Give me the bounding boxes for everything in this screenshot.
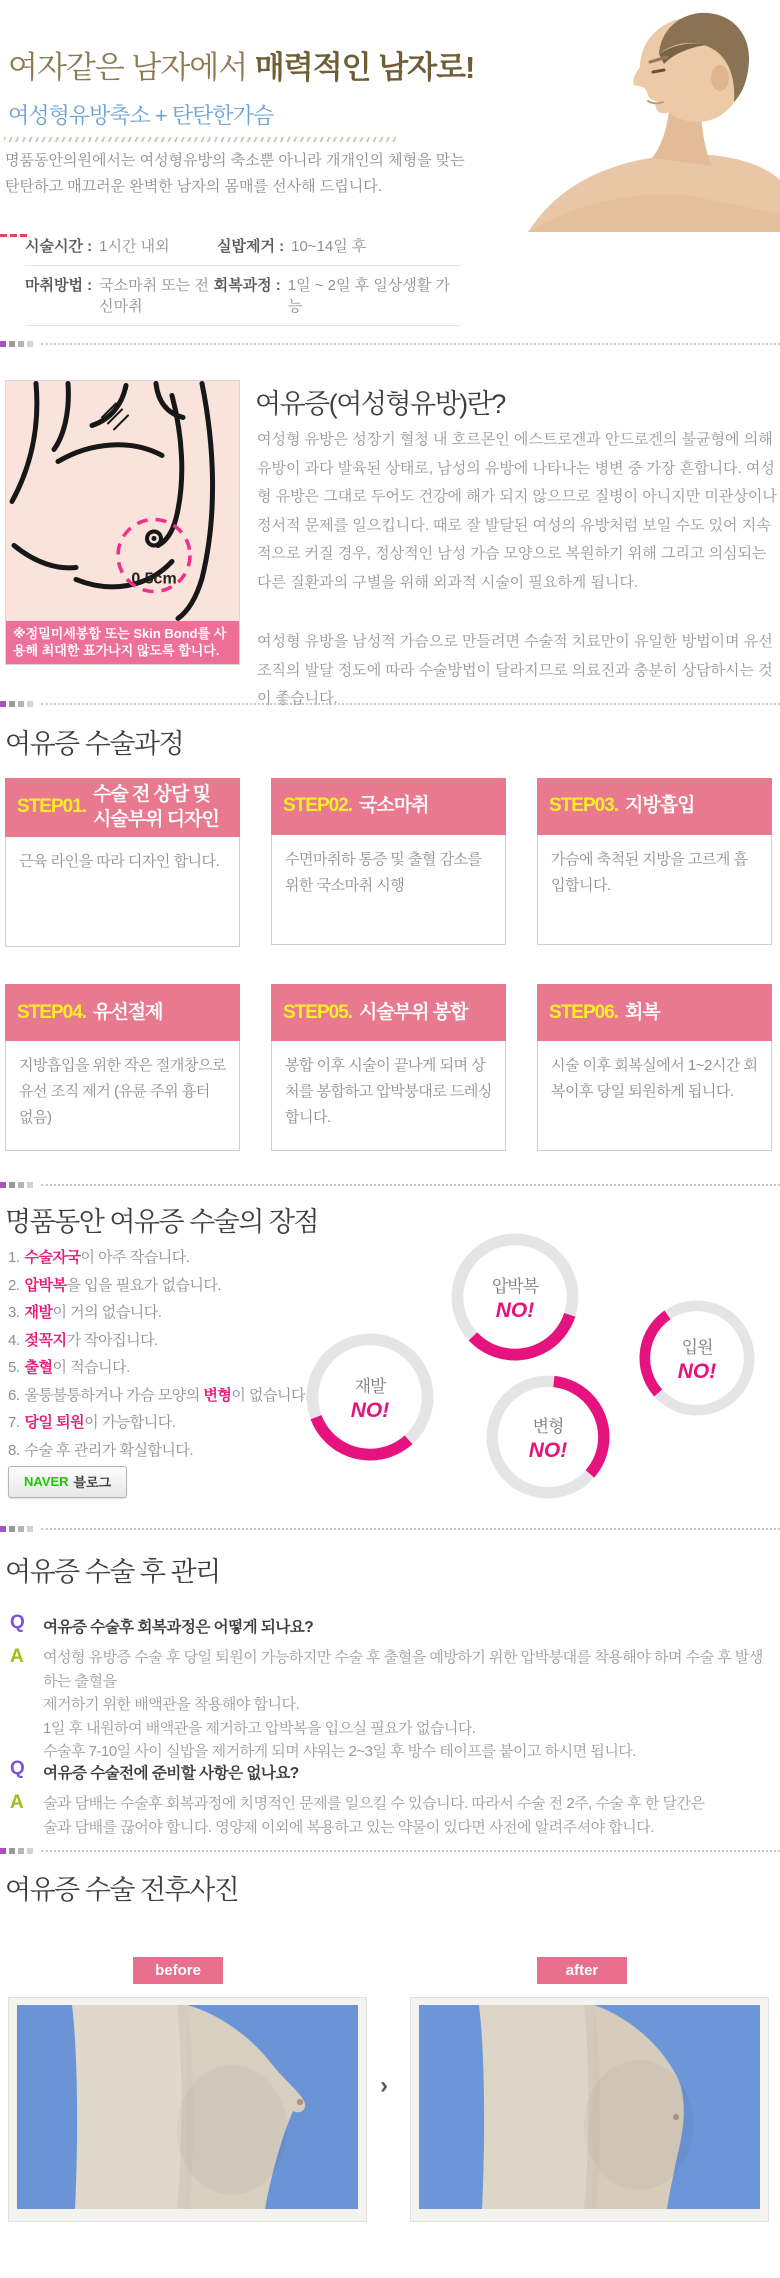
a-icon: A — [10, 1646, 24, 1667]
answer-line: 술과 담배를 끊어야 합니다. 영양제 이외에 복용하고 있는 약물이 있다면 사전에 알려주셔야 합니다. — [43, 1818, 654, 1836]
step-description: 지방흡입을 위한 작은 절개창으로 유선 조직 제거 (유륜 주위 흉터 없음) — [5, 1041, 240, 1151]
illustration-caption: ※정밀미세봉합 또는 Skin Bond를 사용해 최대한 표가나지 않도록 합니다. — [6, 621, 239, 664]
step-description: 봉합 이후 시술이 끝나게 되며 상처를 봉합하고 압박붕대로 드레싱합니다. — [271, 1041, 506, 1151]
info-label: 마취방법 : — [25, 277, 93, 294]
answer-text — [43, 1646, 775, 1764]
step-card — [537, 778, 772, 947]
question-text: 여유증 수술후 회복과정은 어떻게 되나요? — [43, 1619, 314, 1636]
page-subtitle: 여성형유방축소 + 탄탄한가슴 — [8, 103, 274, 128]
info-value: 1일 ~ 2일 후 일상생활 가능 — [287, 277, 450, 315]
item-text: 가 작아집니다. — [66, 1331, 158, 1349]
male-model-photo — [522, 4, 780, 232]
badge-no-text: NO! — [350, 1398, 390, 1422]
step-number: STEP03. — [549, 795, 619, 817]
after-photo — [410, 1997, 769, 2222]
section-divider — [0, 340, 780, 348]
photos-heading: 여유증 수술 전후사진 — [5, 1875, 239, 1905]
surgery-info-table — [25, 227, 460, 326]
item-text: 이 없습니다. — [231, 1386, 309, 1404]
list-item — [8, 1248, 309, 1268]
list-item — [8, 1331, 309, 1351]
hatch-divider — [4, 137, 396, 142]
step-description: 수면마취하 통증 및 출혈 감소를 위한 국소마취 시행 — [271, 835, 506, 945]
step-title: 지방흡입 — [625, 795, 695, 817]
step-card — [537, 984, 772, 1151]
intro-text — [5, 148, 465, 200]
answer-line: 1일 후 내원하여 배액관을 제거하고 압박복을 입으실 필요가 없습니다. — [43, 1719, 476, 1737]
step-description: 근육 라인을 따라 디자인 합니다. — [5, 837, 240, 947]
item-highlight: 수술자국 — [24, 1249, 81, 1266]
naver-blog-button[interactable] — [8, 1466, 127, 1498]
step-title: 시술부위 봉합 — [359, 1001, 468, 1023]
step-header — [5, 984, 240, 1041]
info-value: 10~14일 후 — [291, 238, 367, 255]
item-number: 8. — [8, 1441, 20, 1459]
info-label: 시술시간 : — [25, 238, 93, 255]
aftercare-heading: 여유증 수술 후 관리 — [5, 1557, 220, 1587]
info-cell-duration — [25, 235, 217, 256]
section-divider — [0, 1847, 780, 1855]
step-card — [5, 778, 240, 947]
table-row — [25, 227, 460, 266]
incision-size-label: 0.5cm — [131, 570, 177, 588]
item-text: 이 가능합니다. — [84, 1414, 176, 1431]
step-title: 수술 전 상담 및 시술부위 디자인 — [93, 784, 219, 830]
item-number: 3. — [8, 1304, 20, 1321]
badge-hospitalization — [639, 1300, 755, 1416]
item-number: 7. — [8, 1414, 20, 1431]
before-photo — [8, 1997, 367, 2222]
about-paragraph-1: 여성형 유방은 성장기 혈청 내 호르몬인 에스트로겐과 안드로겐의 불균형에 의해 유방이 과다 발육된 상태로, 남성의 유방에 나타나는 병변 중 가장 흔합니다. 여성형 유방은 그대로 두어도 건강에 해가 되지 않으므로 질병이 아니지만 미관상이나 정서적 문제를 일으킵니다. 때로 잘 발달된 여성의 유방처럼 보일 수도 있어 지속적으로 커질 경우, 정상적인 남성 가슴 모양으로 복원하기 위해 그리고 의심되는 다른 질환과의 구별을 위해 외과적 시술이 필요하게 됩니다. — [257, 431, 777, 591]
info-value: 국소마취 또는 전신마취 — [99, 277, 209, 315]
badge-label: 입원 — [681, 1337, 713, 1357]
red-tick-marks — [0, 234, 27, 237]
question-text: 여유증 수술전에 준비할 사항은 없나요? — [43, 1765, 299, 1782]
list-item — [8, 1441, 309, 1461]
answer-line: 수술후 7-10일 사이 실밥을 제거하게 되며 샤워는 2~3일 후 방수 테이프를 붙이고 하시면 됩니다. — [43, 1743, 636, 1760]
a-icon: A — [10, 1792, 24, 1813]
question-row — [10, 1758, 775, 1783]
info-value: 1시간 내외 — [99, 238, 170, 255]
step-title: 유선절제 — [93, 1001, 163, 1023]
info-label: 회복과정 : — [213, 277, 281, 294]
item-highlight: 재발 — [24, 1304, 53, 1321]
badge-compression-garment — [451, 1233, 579, 1361]
step-header — [537, 778, 772, 835]
answer-text — [43, 1792, 704, 1839]
q-icon: Q — [10, 1758, 25, 1779]
list-item — [8, 1358, 309, 1378]
process-heading: 여유증 수술과정 — [5, 729, 184, 759]
step-title: 회복 — [625, 1001, 660, 1023]
item-number: 1. — [8, 1249, 20, 1266]
step-description: 가슴에 축척된 지방을 고르게 흡입합니다. — [537, 835, 772, 945]
badge-no-text: NO! — [677, 1359, 717, 1383]
badge-label: 재발 — [354, 1376, 386, 1396]
item-highlight: 당일 퇴원 — [24, 1414, 85, 1431]
q-icon: Q — [10, 1612, 25, 1633]
badge-deformation — [486, 1375, 610, 1499]
table-row — [25, 266, 460, 326]
answer-line: 제거하기 위한 배액관을 착용해야 합니다. — [43, 1696, 300, 1713]
step-number: STEP01. — [17, 796, 87, 818]
process-steps — [5, 778, 772, 1151]
about-paragraph-2: 여성형 유방을 남성적 가슴으로 만들려면 수술적 치료만이 유일한 방법이며 유선조직의 발달 정도에 따라 수술방법이 달라지므로 의료진과 충분히 상담하시는 것이 좋습니다. — [257, 633, 773, 707]
advantages-list — [8, 1248, 309, 1468]
item-highlight: 젖꼭지 — [24, 1331, 67, 1349]
answer-line: 여성형 유방증 수술 후 당일 퇴원이 가능하지만 수술 후 출혈을 예방하기 위한 압박붕대를 착용해야 하며 수술 후 발생하는 출혈을 — [43, 1649, 763, 1690]
qa-block — [10, 1612, 775, 1764]
step-number: STEP02. — [283, 795, 353, 817]
qa-block — [10, 1758, 775, 1839]
info-cell-recovery — [214, 274, 460, 316]
step-card — [5, 984, 240, 1151]
item-highlight: 출혈 — [24, 1359, 53, 1376]
answer-row — [10, 1792, 775, 1839]
advantages-heading: 명품동안 여유증 수술의 장점 — [5, 1207, 318, 1237]
intro-text-line1: 명품동안의원에서는 여성형유방의 축소뿐 아니라 개개인의 체형을 맞는 — [5, 152, 465, 169]
step-header — [271, 984, 506, 1041]
list-item — [8, 1386, 309, 1406]
badge-recurrence — [306, 1333, 434, 1461]
step-number: STEP05. — [283, 1001, 353, 1023]
answer-line: 술과 담배는 수술후 회복과정에 치명적인 문제를 일으킬 수 있습니다. 따라서 수술 전 2주, 수술 후 한 달간은 — [43, 1795, 705, 1812]
item-number: 6. — [8, 1386, 20, 1404]
intro-text-line2: 탄탄하고 매끄러운 완벽한 남자의 몸매를 선사해 드립니다. — [5, 178, 382, 195]
step-header — [271, 778, 506, 835]
item-highlight: 압박복 — [24, 1276, 67, 1294]
step-number: STEP04. — [17, 1001, 87, 1023]
before-label: before — [133, 1957, 223, 1984]
list-item — [8, 1303, 309, 1323]
step-header — [5, 778, 240, 837]
item-number: 2. — [8, 1276, 20, 1294]
list-item — [8, 1276, 309, 1296]
chest-illustration — [5, 380, 240, 665]
step-number: STEP06. — [549, 1001, 619, 1023]
item-text: 이 아주 작습니다. — [80, 1249, 190, 1266]
page-title-normal: 여자같은 남자에서 — [8, 50, 255, 85]
step-card — [271, 984, 506, 1151]
step-description: 시술 이후 회복실에서 1~2시간 회복이후 당일 퇴원하게 됩니다. — [537, 1041, 772, 1151]
item-number: 5. — [8, 1359, 20, 1376]
answer-row — [10, 1646, 775, 1764]
naver-logo: NAVER — [24, 1474, 69, 1489]
badge-no-text: NO! — [528, 1438, 568, 1462]
item-highlight: 변형 — [203, 1386, 232, 1404]
item-text: 수술 후 관리가 확실합니다. — [24, 1441, 194, 1459]
item-text: 울퉁불퉁하거나 가슴 모양의 — [24, 1386, 204, 1404]
step-card — [271, 778, 506, 947]
badge-label: 압박복 — [491, 1276, 539, 1296]
info-cell-stitches — [217, 235, 366, 256]
naver-blog-label: 블로그 — [73, 1475, 112, 1490]
after-label: after — [537, 1957, 627, 1984]
page-title — [8, 42, 474, 87]
step-header — [537, 984, 772, 1041]
item-text: 이 적습니다. — [52, 1359, 130, 1376]
chevron-right-icon: › — [380, 2072, 388, 2099]
section-divider — [0, 1181, 780, 1189]
list-item — [8, 1413, 309, 1433]
about-heading: 여유증(여성형유방)란? — [255, 389, 505, 419]
question-row — [10, 1612, 775, 1637]
step-title: 국소마취 — [359, 795, 429, 817]
badge-no-text: NO! — [495, 1298, 535, 1322]
info-label: 실밥제거 : — [217, 238, 285, 255]
item-text: 을 입을 필요가 없습니다. — [66, 1276, 222, 1294]
item-number: 4. — [8, 1331, 20, 1349]
badge-label: 변형 — [532, 1416, 564, 1436]
page-title-bold: 매력적인 남자로! — [254, 50, 475, 85]
item-text: 이 거의 없습니다. — [52, 1304, 162, 1321]
no-badges-canvas — [300, 1225, 780, 1530]
chest-line-drawing — [6, 381, 239, 621]
info-cell-anesthesia — [25, 274, 214, 316]
